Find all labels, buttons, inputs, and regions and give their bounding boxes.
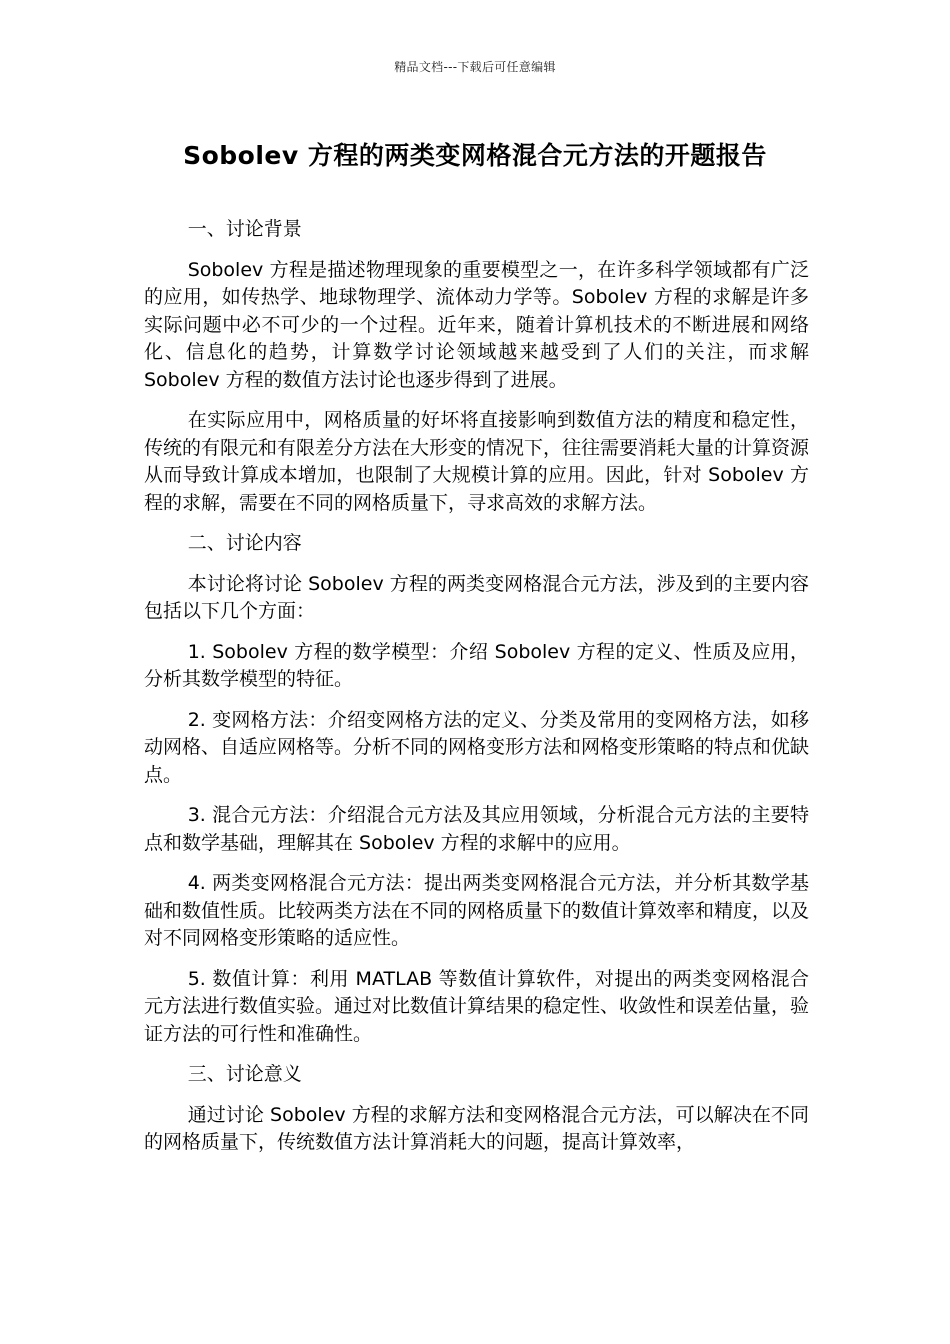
document-title: Sobolev 方程的两类变网格混合元方法的开题报告: [183, 141, 767, 170]
paragraph-content-intro: 本讨论将讨论 Sobolev 方程的两类变网格混合元方法，涉及到的主要内容包括以下几个方面：: [144, 572, 809, 622]
document-body: [144, 216, 809, 1170]
paragraph-significance: 通过讨论 Sobolev 方程的求解方法和变网格混合元方法，可以解决在不同的网格质量下，传统数值方法计算消耗大的问题，提高计算效率，: [144, 1103, 809, 1153]
list-item-2: 2. 变网格方法：介绍变网格方法的定义、分类及常用的变网格方法，如移动网格、自适应网格等。分析不同的网格变形方法和网格变形策略的特点和优缺点。: [144, 708, 810, 786]
list-item-5: 5. 数值计算：利用 MATLAB 等数值计算软件，对提出的两类变网格混合元方法进行数值实验。通过对比数值计算结果的稳定性、收敛性和误差估量，验证方法的可行性和准确性。: [144, 967, 810, 1045]
list-item-3: 3. 混合元方法：介绍混合元方法及其应用领域，分析混合元方法的主要特点和数学基础，理解其在 Sobolev 方程的求解中的应用。: [144, 804, 809, 854]
paragraph-background-1: Sobolev 方程是描述物理现象的重要模型之一，在许多科学领域都有广泛的应用，如传热学、地球物理学、流体动力学等。Sobolev 方程的求解是许多实际问题中必不可少的一个过程。近年来，随着计算机技术的不断进展和网络化、信息化的趋势，计算数学讨论领域越来越受到了人们的关注，而求解 Sobolev 方程的数值方法讨论也逐步得到了进展。: [144, 258, 809, 391]
list-item-4: 4. 两类变网格混合元方法：提出两类变网格混合元方法，并分析其数学基础和数值性质。比较两类方法在不同的网格质量下的数值计算效率和精度，以及对不同网格变形策略的适应性。: [144, 872, 810, 949]
header-note: 精品文档---下载后可任意编辑: [394, 60, 556, 74]
section-heading-content: 二、讨论内容: [187, 532, 302, 554]
list-item-1: 1. Sobolev 方程的数学模型：介绍 Sobolev 方程的定义、性质及应用，分析其数学模型的特征。: [144, 640, 809, 690]
paragraph-background-2: 在实际应用中，网格质量的好坏将直接影响到数值方法的精度和稳定性，传统的有限元和有限差分方法在大形变的情况下，往往需要消耗大量的计算资源从而导致计算成本增加，也限制了大规模计算的应用。因此，针对 Sobolev 方程的求解，需要在不同的网格质量下，寻求高效的求解方法。: [144, 409, 810, 514]
section-heading-significance: 三、讨论意义: [187, 1063, 302, 1085]
section-heading-background: 一、讨论背景: [187, 218, 302, 240]
